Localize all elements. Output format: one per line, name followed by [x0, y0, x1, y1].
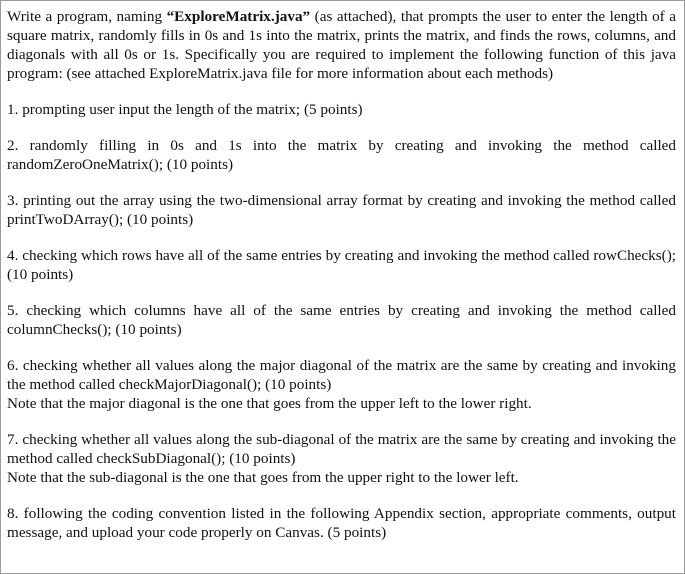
intro-filename: “ExploreMatrix.java”	[166, 8, 311, 25]
requirement-item-3: 3. printing out the array using the two-dimensional array format by creating and invoking the method called printTwoDArray(); (10 points)	[7, 192, 676, 228]
requirement-item-6-note: Note that the major diagonal is the one that goes from the upper left to the lower right.	[7, 395, 532, 412]
requirement-item-6	[7, 356, 676, 413]
requirement-item-8: 8. following the coding convention listed in the following Appendix section, appropriate comments, output message, and upload your code properly on Canvas. (5 points)	[7, 505, 676, 541]
intro-prefix: Write a program, naming	[7, 8, 167, 25]
intro-rest: (as attached), that prompts the user to enter the length of a square matrix, randomly fills in 0s and 1s into the matrix, prints the matrix, and finds the rows, columns, and diagonals with all 0s or 1s. Specifically you are required to implement the following function of this java program: (see attached ExploreMatrix.java file for more information about each methods)	[7, 8, 676, 82]
requirement-item-7	[7, 430, 676, 487]
intro-paragraph	[7, 7, 676, 83]
requirement-item-2: 2. randomly filling in 0s and 1s into the matrix by creating and invoking the method called randomZeroOneMatrix(); (10 points)	[7, 137, 676, 173]
requirement-item-7-note: Note that the sub-diagonal is the one that goes from the upper right to the lower left.	[7, 469, 519, 486]
requirement-item-6-text: 6. checking whether all values along the major diagonal of the matrix are the same by creating and invoking the method called checkMajorDiagonal(); (10 points)	[7, 357, 676, 393]
requirement-item-1: 1. prompting user input the length of the matrix; (5 points)	[7, 101, 363, 118]
requirement-item-7-text: 7. checking whether all values along the sub-diagonal of the matrix are the same by creating and invoking the method called checkSubDiagonal(); (10 points)	[7, 431, 676, 467]
requirement-item-5: 5. checking which columns have all of the same entries by creating and invoking the method called columnChecks(); (10 points)	[7, 302, 676, 338]
requirement-item-4: 4. checking which rows have all of the same entries by creating and invoking the method called rowChecks(); (10 points)	[7, 247, 676, 283]
